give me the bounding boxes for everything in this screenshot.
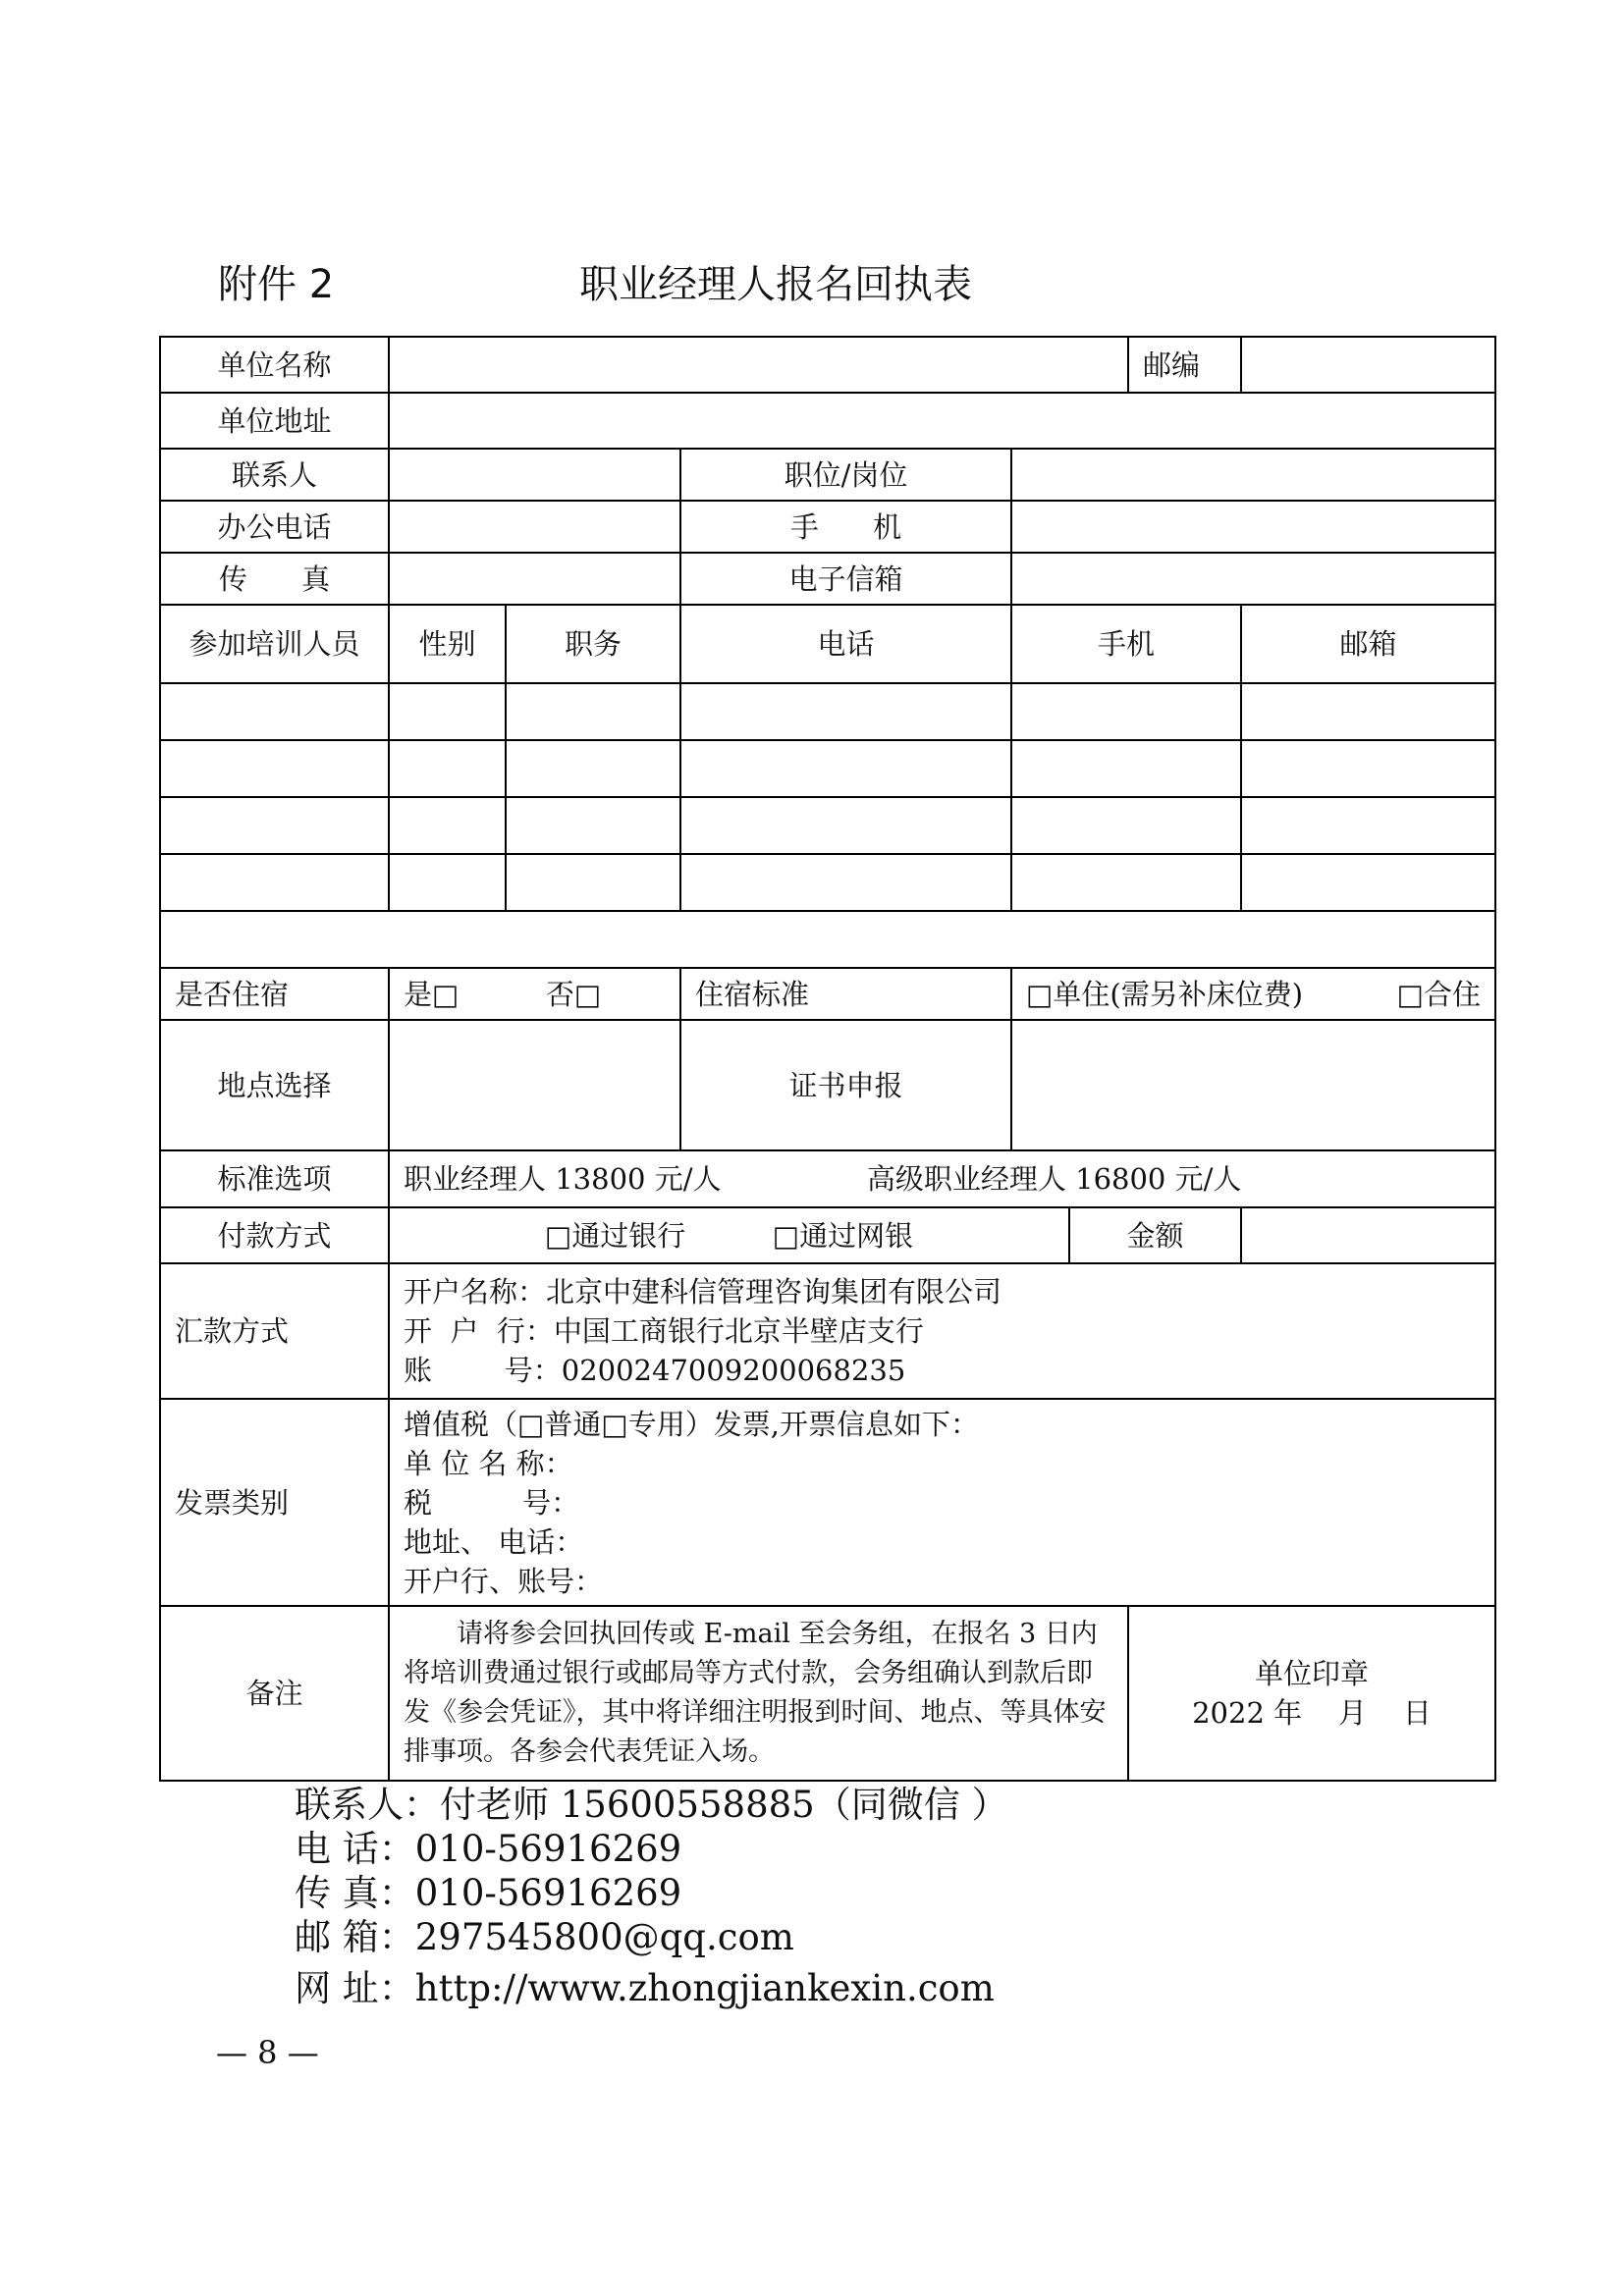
participant-cell[interactable] — [506, 797, 680, 854]
lodging-options — [389, 968, 680, 1020]
contact-person-line: 联系人：付老师 15600558885（同微信 ） — [295, 1784, 1008, 1826]
participant-row — [160, 683, 1495, 740]
remarks-label: 备注 — [160, 1606, 389, 1781]
invoice-unit-name: 单 位 名 称： — [404, 1446, 573, 1480]
remit-account-name: 开户名称：北京中建科信管理咨询集团有限公司 — [404, 1275, 1002, 1308]
lodging-standard-options — [1011, 968, 1495, 1020]
postcode-field[interactable] — [1241, 337, 1495, 393]
lodging-standard-label: 住宿标准 — [680, 968, 1011, 1020]
payment-label: 付款方式 — [160, 1207, 389, 1263]
participant-cell[interactable] — [389, 683, 506, 740]
fax-field[interactable] — [389, 553, 680, 605]
participants-header: 参加培训人员 — [160, 605, 389, 683]
remit-bank: 开 户 行：中国工商银行北京半壁店支行 — [404, 1314, 924, 1348]
invoice-tax-number: 税 号： — [404, 1485, 580, 1520]
participant-cell[interactable] — [506, 740, 680, 797]
unit-address-field[interactable] — [389, 393, 1495, 449]
page-number: — 8 — — [216, 2034, 319, 2071]
contact-fax-line: 传 真：010-56916269 — [295, 1872, 682, 1914]
remit-details — [389, 1263, 1495, 1399]
page-title: 职业经理人报名回执表 — [579, 262, 972, 307]
participant-cell[interactable] — [1011, 797, 1241, 854]
invoice-type: 增值税（□普通□专用）发票,开票信息如下： — [404, 1407, 980, 1441]
participant-row — [160, 854, 1495, 911]
participant-cell[interactable] — [160, 797, 389, 854]
participant-cell[interactable] — [160, 854, 389, 911]
contact-phone-line: 电 话：010-56916269 — [295, 1828, 682, 1870]
participant-cell[interactable] — [680, 797, 1011, 854]
certificate-label: 证书申报 — [680, 1020, 1011, 1150]
remarks-text: 请将参会回执回传或 E-mail 至会务组，在报名 3 日内将培训费通过银行或邮局等方式付款，会务组确认到款后即发《参会凭证》，其中将详细注明报到时间、地点、等具体安排事项。各参会代表凭证入场。 — [389, 1606, 1128, 1781]
registration-form — [159, 336, 1496, 1782]
position-label: 职位/岗位 — [680, 449, 1011, 501]
standard-option-2[interactable]: 高级职业经理人 16800 元/人 — [866, 1162, 1242, 1196]
remit-account-number: 账 号：0200247009200068235 — [404, 1354, 906, 1387]
single-room-checkbox[interactable]: □单住(需另补床位费) — [1026, 977, 1304, 1011]
standard-options — [389, 1150, 1495, 1207]
online-bank-checkbox[interactable]: □通过网银 — [772, 1218, 914, 1253]
contact-website-line[interactable]: 网 址：http://www.zhongjiankexin.com — [295, 1967, 995, 2009]
standard-label: 标准选项 — [160, 1150, 389, 1207]
bank-transfer-checkbox[interactable]: □通过银行 — [544, 1218, 686, 1253]
participant-cell[interactable] — [389, 740, 506, 797]
location-field[interactable] — [389, 1020, 680, 1150]
office-phone-label: 办公电话 — [160, 501, 389, 553]
invoice-label: 发票类别 — [160, 1399, 389, 1606]
email-label: 电子信箱 — [680, 553, 1011, 605]
position-field[interactable] — [1011, 449, 1495, 501]
participant-cell[interactable] — [680, 683, 1011, 740]
fax-label: 传 真 — [160, 553, 389, 605]
contact-email-line: 邮 箱：297545800@qq.com — [295, 1916, 794, 1958]
seal-cell — [1128, 1606, 1495, 1781]
payment-options — [389, 1207, 1069, 1263]
participant-cell[interactable] — [1241, 797, 1495, 854]
email-header: 邮箱 — [1241, 605, 1495, 683]
participant-cell[interactable] — [389, 797, 506, 854]
mobile-label: 手 机 — [680, 501, 1011, 553]
participant-cell[interactable] — [1241, 740, 1495, 797]
spacer-row — [160, 911, 1495, 968]
contact-person-field[interactable] — [389, 449, 680, 501]
lodging-yes-checkbox[interactable]: 是□ — [404, 977, 460, 1011]
amount-label: 金额 — [1069, 1207, 1241, 1263]
invoice-details — [389, 1399, 1495, 1606]
remit-label: 汇款方式 — [160, 1263, 389, 1399]
participant-cell[interactable] — [1011, 854, 1241, 911]
certificate-field[interactable] — [1011, 1020, 1495, 1150]
participant-row — [160, 740, 1495, 797]
participant-cell[interactable] — [160, 740, 389, 797]
unit-name-field[interactable] — [389, 337, 1128, 393]
participant-cell[interactable] — [1011, 740, 1241, 797]
office-phone-field[interactable] — [389, 501, 680, 553]
amount-field[interactable] — [1241, 1207, 1495, 1263]
participant-cell[interactable] — [506, 683, 680, 740]
lodging-label: 是否住宿 — [160, 968, 389, 1020]
invoice-address-phone: 地址、 电话： — [404, 1524, 584, 1559]
participant-cell[interactable] — [1241, 854, 1495, 911]
lodging-no-checkbox[interactable]: 否□ — [545, 977, 602, 1011]
invoice-bank-account: 开户行、账号： — [404, 1564, 604, 1598]
participant-cell[interactable] — [160, 683, 389, 740]
seal-label: 单位印章 — [1254, 1657, 1369, 1690]
contact-person-label: 联系人 — [160, 449, 389, 501]
location-label: 地点选择 — [160, 1020, 389, 1150]
participant-cell[interactable] — [680, 854, 1011, 911]
participant-cell[interactable] — [389, 854, 506, 911]
participant-cell[interactable] — [506, 854, 680, 911]
title-header: 职务 — [506, 605, 680, 683]
postcode-label: 邮编 — [1128, 337, 1241, 393]
shared-room-checkbox[interactable]: □合住 — [1396, 977, 1481, 1011]
unit-address-label: 单位地址 — [160, 393, 389, 449]
phone-header: 电话 — [680, 605, 1011, 683]
email-field[interactable] — [1011, 553, 1495, 605]
mobile-header: 手机 — [1011, 605, 1241, 683]
gender-header: 性别 — [389, 605, 506, 683]
mobile-field[interactable] — [1011, 501, 1495, 553]
participant-cell[interactable] — [1241, 683, 1495, 740]
seal-date: 2022 年 月 日 — [1192, 1696, 1432, 1730]
attachment-label: 附件 2 — [218, 262, 335, 307]
participant-row — [160, 797, 1495, 854]
participant-cell[interactable] — [1011, 683, 1241, 740]
unit-name-label: 单位名称 — [160, 337, 389, 393]
standard-option-1[interactable]: 职业经理人 13800 元/人 — [404, 1162, 722, 1196]
participant-cell[interactable] — [680, 740, 1011, 797]
